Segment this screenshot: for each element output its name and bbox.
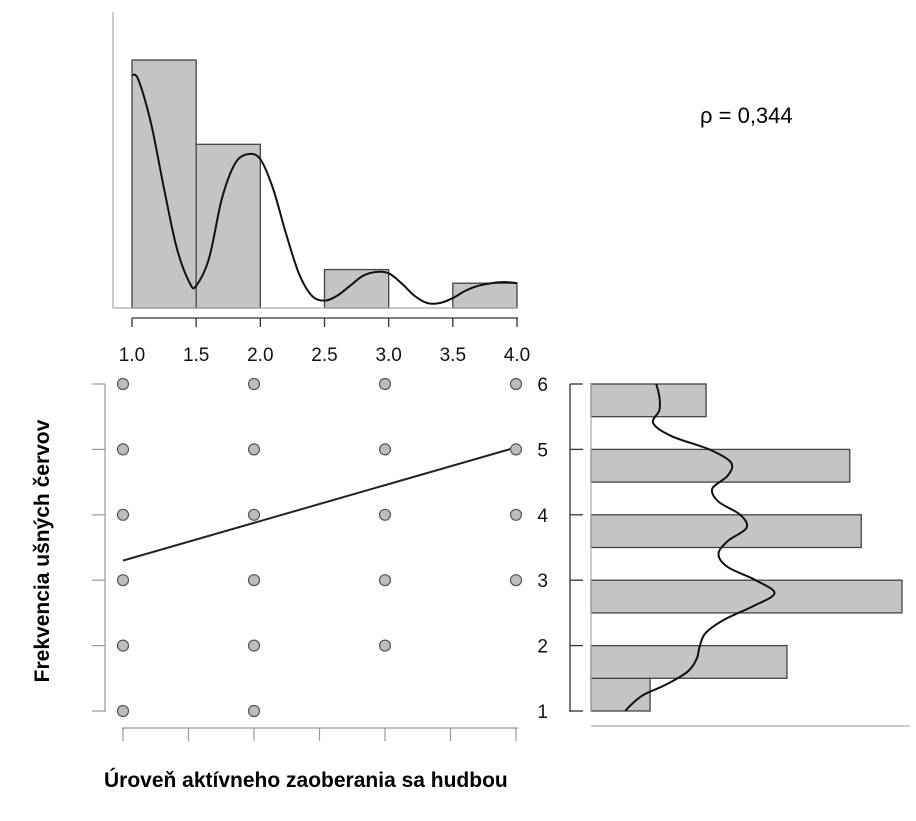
right-hist-bar [591,384,706,417]
right-marginal-histogram [591,384,910,726]
top-x-tick-label: 1.0 [118,345,146,366]
data-point [249,706,260,717]
data-point [249,575,260,586]
right-y-tick-label: 4 [537,505,548,527]
data-point [249,509,260,520]
data-point [118,509,129,520]
correlation-annotation: ρ = 0,344 [700,103,793,128]
top-x-tick-label: 1.5 [182,345,210,366]
right-y-tick-label: 2 [537,636,548,658]
regression-line [123,447,516,560]
right-hist-bar [591,580,902,613]
x-axis-title: Úroveň aktívneho zaoberania sa hudbou [104,769,508,792]
data-point [511,379,522,390]
data-point [118,379,129,390]
data-point [118,444,129,455]
data-point [380,509,391,520]
right-y-tick-label: 5 [537,440,548,462]
data-point [380,444,391,455]
data-point [249,640,260,651]
top-x-tick-label: 2.0 [247,345,274,366]
top-x-tick-label: 3.5 [439,345,467,366]
top-hist-bar [196,144,260,308]
data-point [511,575,522,586]
right-y-tick-label: 6 [537,375,548,396]
top-hist-bar [453,283,517,308]
top-x-tick-label: 3.0 [375,345,402,366]
right-y-tick-label: 1 [537,702,548,723]
main-scatter-plot [92,379,522,742]
data-point [511,509,522,520]
right-y-axis [537,375,583,723]
data-point [511,444,522,455]
top-x-axis [119,318,530,366]
data-point [118,640,129,651]
top-marginal-histogram [113,12,530,366]
right-hist-bar [591,646,787,679]
right-y-tick-label: 3 [537,571,548,593]
right-hist-bar [591,678,650,711]
data-point [118,575,129,586]
data-point [380,575,391,586]
top-x-tick-label: 4.0 [503,345,531,366]
data-point [249,379,260,390]
top-hist-bar [325,270,389,308]
y-axis-title: Frekvencia ušných červov [31,419,54,683]
data-point [249,444,260,455]
data-point [380,640,391,651]
top-x-tick-label: 2.5 [311,345,338,366]
data-point [118,706,129,717]
data-point [380,379,391,390]
